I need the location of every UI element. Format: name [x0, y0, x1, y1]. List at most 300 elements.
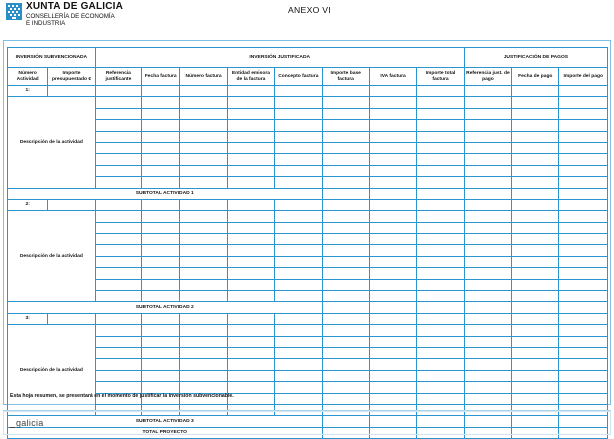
table-cell[interactable] [417, 234, 464, 245]
table-cell[interactable] [369, 370, 416, 381]
table-cell[interactable] [275, 199, 322, 210]
table-cell[interactable] [227, 108, 274, 119]
subtotal-cell[interactable] [512, 188, 559, 199]
table-cell[interactable] [95, 154, 141, 165]
table-cell[interactable] [417, 86, 464, 97]
table-cell[interactable] [559, 279, 608, 290]
subtotal-cell[interactable] [559, 302, 608, 313]
table-cell[interactable] [512, 279, 559, 290]
table-cell[interactable] [464, 393, 511, 404]
table-cell[interactable] [142, 325, 180, 336]
table-cell[interactable] [417, 370, 464, 381]
table-cell[interactable] [95, 382, 141, 393]
table-cell[interactable] [559, 86, 608, 97]
table-cell[interactable] [95, 131, 141, 142]
table-cell[interactable] [95, 325, 141, 336]
importe-presupuestado-cell[interactable] [48, 313, 95, 324]
table-cell[interactable] [322, 199, 369, 210]
subtotal-cell[interactable] [322, 188, 369, 199]
table-cell[interactable] [180, 245, 227, 256]
table-cell[interactable] [512, 268, 559, 279]
table-cell[interactable] [559, 268, 608, 279]
table-cell[interactable] [369, 177, 416, 188]
table-cell[interactable] [559, 256, 608, 267]
table-cell[interactable] [322, 234, 369, 245]
table-cell[interactable] [180, 313, 227, 324]
table-cell[interactable] [369, 142, 416, 153]
table-cell[interactable] [464, 268, 511, 279]
table-cell[interactable] [512, 86, 559, 97]
table-cell[interactable] [275, 393, 322, 404]
table-cell[interactable] [275, 347, 322, 358]
table-cell[interactable] [180, 325, 227, 336]
table-cell[interactable] [95, 177, 141, 188]
subtotal-cell[interactable] [369, 302, 416, 313]
table-cell[interactable] [227, 279, 274, 290]
table-cell[interactable] [512, 256, 559, 267]
table-cell[interactable] [417, 291, 464, 302]
table-cell[interactable] [512, 211, 559, 222]
table-cell[interactable] [322, 336, 369, 347]
activity-description[interactable]: Descripción de la actividad [8, 97, 96, 188]
subtotal-cell[interactable] [464, 302, 511, 313]
table-cell[interactable] [180, 86, 227, 97]
table-cell[interactable] [227, 142, 274, 153]
subtotal-cell[interactable] [369, 188, 416, 199]
table-cell[interactable] [142, 211, 180, 222]
table-cell[interactable] [227, 131, 274, 142]
table-cell[interactable] [464, 97, 511, 108]
table-cell[interactable] [180, 97, 227, 108]
table-cell[interactable] [559, 165, 608, 176]
table-cell[interactable] [275, 142, 322, 153]
table-cell[interactable] [417, 359, 464, 370]
table-cell[interactable] [369, 313, 416, 324]
table-cell[interactable] [322, 268, 369, 279]
table-cell[interactable] [559, 131, 608, 142]
table-cell[interactable] [227, 97, 274, 108]
table-cell[interactable] [95, 222, 141, 233]
table-cell[interactable] [180, 291, 227, 302]
importe-presupuestado-cell[interactable] [48, 199, 95, 210]
table-cell[interactable] [417, 313, 464, 324]
table-cell[interactable] [464, 120, 511, 131]
table-cell[interactable] [275, 245, 322, 256]
table-cell[interactable] [464, 177, 511, 188]
table-cell[interactable] [369, 359, 416, 370]
subtotal-cell[interactable] [559, 188, 608, 199]
table-cell[interactable] [142, 86, 180, 97]
table-cell[interactable] [512, 382, 559, 393]
table-cell[interactable] [417, 347, 464, 358]
table-cell[interactable] [369, 165, 416, 176]
table-cell[interactable] [369, 234, 416, 245]
table-cell[interactable] [275, 291, 322, 302]
table-cell[interactable] [322, 256, 369, 267]
table-cell[interactable] [322, 393, 369, 404]
table-cell[interactable] [322, 370, 369, 381]
table-cell[interactable] [275, 108, 322, 119]
table-cell[interactable] [275, 222, 322, 233]
table-cell[interactable] [95, 370, 141, 381]
table-cell[interactable] [369, 382, 416, 393]
table-cell[interactable] [559, 211, 608, 222]
table-cell[interactable] [417, 336, 464, 347]
table-cell[interactable] [417, 211, 464, 222]
table-cell[interactable] [95, 245, 141, 256]
table-cell[interactable] [227, 234, 274, 245]
table-cell[interactable] [322, 222, 369, 233]
table-cell[interactable] [322, 97, 369, 108]
table-cell[interactable] [512, 222, 559, 233]
table-cell[interactable] [142, 245, 180, 256]
table-cell[interactable] [369, 154, 416, 165]
table-cell[interactable] [275, 154, 322, 165]
table-cell[interactable] [227, 86, 274, 97]
table-cell[interactable] [322, 245, 369, 256]
table-cell[interactable] [275, 382, 322, 393]
table-cell[interactable] [227, 199, 274, 210]
table-cell[interactable] [369, 347, 416, 358]
table-cell[interactable] [180, 234, 227, 245]
table-cell[interactable] [180, 165, 227, 176]
table-cell[interactable] [227, 291, 274, 302]
table-cell[interactable] [464, 154, 511, 165]
table-cell[interactable] [464, 142, 511, 153]
table-cell[interactable] [95, 313, 141, 324]
table-cell[interactable] [142, 108, 180, 119]
table-cell[interactable] [417, 245, 464, 256]
table-cell[interactable] [512, 131, 559, 142]
table-cell[interactable] [417, 131, 464, 142]
table-cell[interactable] [227, 245, 274, 256]
table-cell[interactable] [512, 370, 559, 381]
table-cell[interactable] [95, 347, 141, 358]
table-cell[interactable] [512, 347, 559, 358]
table-cell[interactable] [369, 268, 416, 279]
table-cell[interactable] [512, 177, 559, 188]
table-cell[interactable] [417, 325, 464, 336]
table-cell[interactable] [322, 279, 369, 290]
table-cell[interactable] [464, 165, 511, 176]
table-cell[interactable] [95, 165, 141, 176]
subtotal-cell[interactable] [417, 302, 464, 313]
table-cell[interactable] [417, 256, 464, 267]
table-cell[interactable] [180, 177, 227, 188]
table-cell[interactable] [559, 313, 608, 324]
table-cell[interactable] [322, 382, 369, 393]
table-cell[interactable] [142, 165, 180, 176]
table-cell[interactable] [142, 234, 180, 245]
table-cell[interactable] [322, 142, 369, 153]
table-cell[interactable] [180, 347, 227, 358]
subtotal-cell[interactable] [417, 188, 464, 199]
table-cell[interactable] [512, 97, 559, 108]
table-cell[interactable] [275, 211, 322, 222]
table-cell[interactable] [142, 268, 180, 279]
table-cell[interactable] [464, 234, 511, 245]
table-cell[interactable] [417, 142, 464, 153]
table-cell[interactable] [464, 279, 511, 290]
table-cell[interactable] [322, 154, 369, 165]
table-cell[interactable] [275, 120, 322, 131]
table-cell[interactable] [322, 165, 369, 176]
table-cell[interactable] [180, 120, 227, 131]
table-cell[interactable] [369, 131, 416, 142]
table-cell[interactable] [322, 86, 369, 97]
table-cell[interactable] [369, 291, 416, 302]
table-cell[interactable] [142, 291, 180, 302]
table-cell[interactable] [180, 108, 227, 119]
table-cell[interactable] [464, 336, 511, 347]
table-cell[interactable] [417, 154, 464, 165]
table-cell[interactable] [464, 131, 511, 142]
table-cell[interactable] [464, 347, 511, 358]
table-cell[interactable] [275, 256, 322, 267]
table-cell[interactable] [322, 131, 369, 142]
table-cell[interactable] [417, 120, 464, 131]
table-cell[interactable] [512, 108, 559, 119]
table-cell[interactable] [275, 336, 322, 347]
table-cell[interactable] [369, 120, 416, 131]
table-cell[interactable] [559, 359, 608, 370]
table-cell[interactable] [275, 86, 322, 97]
table-cell[interactable] [559, 199, 608, 210]
subtotal-cell[interactable] [512, 302, 559, 313]
table-cell[interactable] [559, 154, 608, 165]
table-cell[interactable] [95, 86, 141, 97]
table-cell[interactable] [275, 268, 322, 279]
table-cell[interactable] [322, 359, 369, 370]
table-cell[interactable] [95, 291, 141, 302]
table-cell[interactable] [227, 211, 274, 222]
table-cell[interactable] [417, 108, 464, 119]
table-cell[interactable] [142, 222, 180, 233]
table-cell[interactable] [559, 291, 608, 302]
table-cell[interactable] [142, 313, 180, 324]
table-cell[interactable] [95, 97, 141, 108]
table-cell[interactable] [512, 291, 559, 302]
table-cell[interactable] [180, 268, 227, 279]
table-cell[interactable] [275, 359, 322, 370]
table-cell[interactable] [142, 97, 180, 108]
table-cell[interactable] [275, 325, 322, 336]
table-cell[interactable] [180, 131, 227, 142]
table-cell[interactable] [512, 336, 559, 347]
subtotal-cell[interactable] [322, 302, 369, 313]
importe-presupuestado-cell[interactable] [48, 86, 95, 97]
table-cell[interactable] [417, 222, 464, 233]
table-cell[interactable] [227, 325, 274, 336]
table-cell[interactable] [559, 393, 608, 404]
table-cell[interactable] [417, 268, 464, 279]
table-cell[interactable] [227, 393, 274, 404]
table-cell[interactable] [227, 154, 274, 165]
table-cell[interactable] [512, 234, 559, 245]
table-cell[interactable] [559, 97, 608, 108]
table-cell[interactable] [559, 336, 608, 347]
table-cell[interactable] [275, 279, 322, 290]
table-cell[interactable] [142, 154, 180, 165]
table-cell[interactable] [95, 199, 141, 210]
table-cell[interactable] [417, 97, 464, 108]
table-cell[interactable] [369, 108, 416, 119]
table-cell[interactable] [227, 256, 274, 267]
table-cell[interactable] [322, 347, 369, 358]
table-cell[interactable] [369, 222, 416, 233]
table-cell[interactable] [227, 347, 274, 358]
table-cell[interactable] [227, 120, 274, 131]
table-cell[interactable] [142, 142, 180, 153]
table-cell[interactable] [559, 382, 608, 393]
table-cell[interactable] [142, 177, 180, 188]
table-cell[interactable] [227, 165, 274, 176]
table-cell[interactable] [559, 120, 608, 131]
table-cell[interactable] [512, 313, 559, 324]
table-cell[interactable] [322, 108, 369, 119]
table-cell[interactable] [142, 359, 180, 370]
table-cell[interactable] [464, 108, 511, 119]
table-cell[interactable] [369, 211, 416, 222]
table-cell[interactable] [512, 393, 559, 404]
table-cell[interactable] [369, 245, 416, 256]
table-cell[interactable] [227, 268, 274, 279]
table-cell[interactable] [142, 120, 180, 131]
table-cell[interactable] [369, 279, 416, 290]
table-cell[interactable] [180, 199, 227, 210]
table-cell[interactable] [464, 86, 511, 97]
table-cell[interactable] [142, 279, 180, 290]
table-cell[interactable] [417, 279, 464, 290]
table-cell[interactable] [322, 325, 369, 336]
table-cell[interactable] [275, 370, 322, 381]
table-cell[interactable] [369, 393, 416, 404]
table-cell[interactable] [464, 370, 511, 381]
table-cell[interactable] [464, 325, 511, 336]
table-cell[interactable] [417, 382, 464, 393]
table-cell[interactable] [512, 199, 559, 210]
table-cell[interactable] [275, 131, 322, 142]
table-cell[interactable] [180, 142, 227, 153]
table-cell[interactable] [512, 359, 559, 370]
activity-description[interactable]: Descripción de la actividad [8, 325, 96, 416]
table-cell[interactable] [369, 336, 416, 347]
table-cell[interactable] [180, 222, 227, 233]
table-cell[interactable] [464, 199, 511, 210]
table-cell[interactable] [369, 325, 416, 336]
table-cell[interactable] [227, 313, 274, 324]
table-cell[interactable] [322, 120, 369, 131]
table-cell[interactable] [512, 142, 559, 153]
table-cell[interactable] [512, 325, 559, 336]
activity-description[interactable]: Descripción de la actividad [8, 211, 96, 302]
table-cell[interactable] [464, 222, 511, 233]
table-cell[interactable] [95, 268, 141, 279]
table-cell[interactable] [95, 211, 141, 222]
table-cell[interactable] [142, 131, 180, 142]
table-cell[interactable] [227, 177, 274, 188]
table-cell[interactable] [180, 256, 227, 267]
table-cell[interactable] [142, 199, 180, 210]
table-cell[interactable] [180, 279, 227, 290]
table-cell[interactable] [275, 177, 322, 188]
table-cell[interactable] [95, 336, 141, 347]
table-cell[interactable] [227, 359, 274, 370]
table-cell[interactable] [559, 325, 608, 336]
table-cell[interactable] [559, 245, 608, 256]
table-cell[interactable] [142, 256, 180, 267]
table-cell[interactable] [559, 347, 608, 358]
table-cell[interactable] [142, 347, 180, 358]
table-cell[interactable] [322, 291, 369, 302]
table-cell[interactable] [464, 291, 511, 302]
table-cell[interactable] [180, 211, 227, 222]
table-cell[interactable] [180, 336, 227, 347]
table-cell[interactable] [180, 154, 227, 165]
table-cell[interactable] [322, 313, 369, 324]
table-cell[interactable] [559, 177, 608, 188]
table-cell[interactable] [95, 279, 141, 290]
table-cell[interactable] [95, 120, 141, 131]
table-cell[interactable] [95, 234, 141, 245]
table-cell[interactable] [275, 97, 322, 108]
table-cell[interactable] [512, 154, 559, 165]
table-cell[interactable] [227, 370, 274, 381]
table-cell[interactable] [142, 382, 180, 393]
table-cell[interactable] [559, 142, 608, 153]
table-cell[interactable] [95, 256, 141, 267]
table-cell[interactable] [417, 165, 464, 176]
table-cell[interactable] [464, 382, 511, 393]
table-cell[interactable] [275, 165, 322, 176]
subtotal-cell[interactable] [464, 188, 511, 199]
table-cell[interactable] [227, 336, 274, 347]
table-cell[interactable] [95, 142, 141, 153]
table-cell[interactable] [180, 382, 227, 393]
table-cell[interactable] [464, 313, 511, 324]
table-cell[interactable] [180, 359, 227, 370]
table-cell[interactable] [275, 313, 322, 324]
table-cell[interactable] [275, 234, 322, 245]
table-cell[interactable] [369, 199, 416, 210]
table-cell[interactable] [464, 359, 511, 370]
table-cell[interactable] [322, 177, 369, 188]
table-cell[interactable] [369, 86, 416, 97]
table-cell[interactable] [369, 97, 416, 108]
table-cell[interactable] [417, 199, 464, 210]
table-cell[interactable] [369, 256, 416, 267]
table-cell[interactable] [512, 165, 559, 176]
table-cell[interactable] [464, 256, 511, 267]
table-cell[interactable] [322, 211, 369, 222]
table-cell[interactable] [559, 108, 608, 119]
table-cell[interactable] [559, 222, 608, 233]
table-cell[interactable] [464, 211, 511, 222]
table-cell[interactable] [559, 234, 608, 245]
table-cell[interactable] [180, 370, 227, 381]
table-cell[interactable] [227, 382, 274, 393]
table-cell[interactable] [464, 245, 511, 256]
table-cell[interactable] [142, 336, 180, 347]
table-cell[interactable] [512, 245, 559, 256]
table-cell[interactable] [417, 393, 464, 404]
table-cell[interactable] [95, 359, 141, 370]
table-cell[interactable] [417, 177, 464, 188]
table-cell[interactable] [512, 120, 559, 131]
table-cell[interactable] [95, 108, 141, 119]
table-cell[interactable] [142, 370, 180, 381]
table-cell[interactable] [227, 222, 274, 233]
